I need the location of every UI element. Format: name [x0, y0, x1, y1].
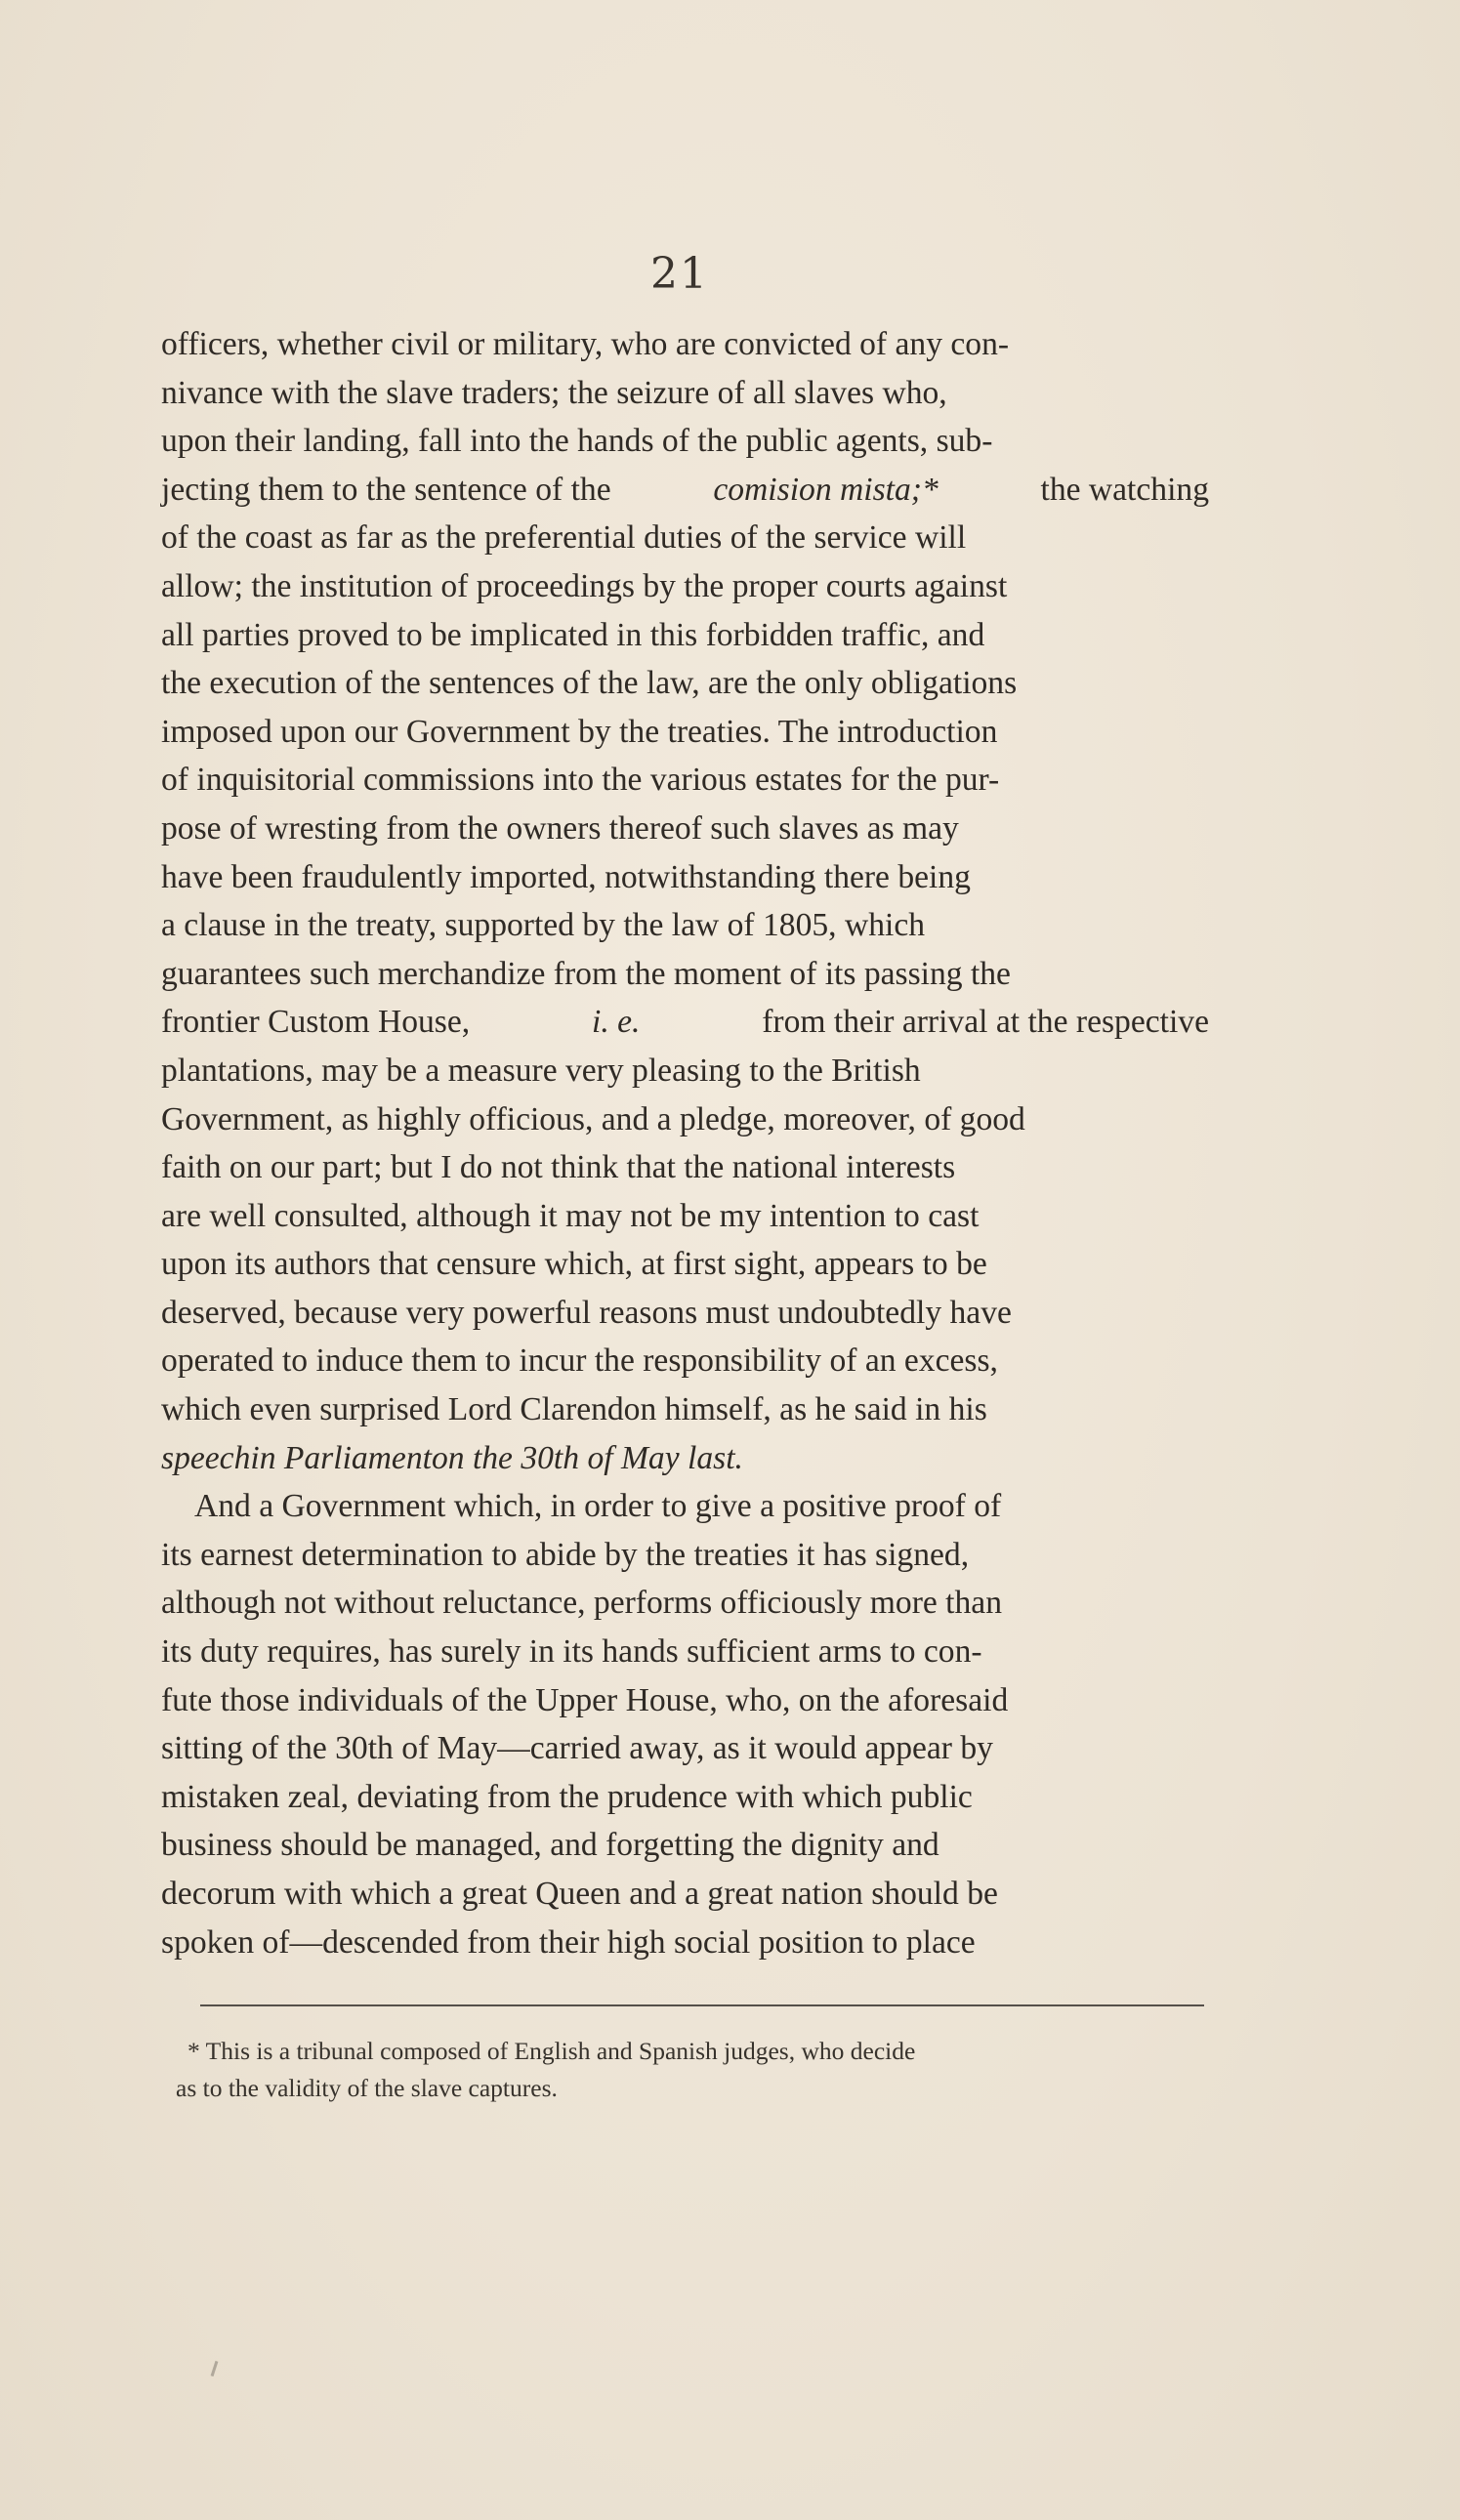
text-line: mistaken zeal, deviating from the prudence with which public [161, 1778, 973, 1815]
text-line: upon their landing, fall into the hands of the public agents, sub- [161, 423, 993, 460]
footnote-line: as to the validity of the slave captures. [176, 2074, 558, 2102]
text-line: pose of wresting from the owners thereof such slaves as may [161, 809, 959, 847]
footnote-divider [200, 2004, 1204, 2006]
text-line: faith on our part; but I do not think that the national interests [161, 1149, 956, 1186]
body-text [161, 320, 1209, 1966]
text-line: although not without reluctance, performs officiously more than [161, 1585, 1002, 1622]
text-line: business should be managed, and forgetting the dignity and [161, 1827, 939, 1864]
text-line: are well consulted, although it may not be my intention to cast [161, 1197, 980, 1234]
text-line: have been fraudulently imported, notwithstanding there being [161, 858, 971, 895]
text-line: nivance with the slave traders; the seizure of all slaves who, [161, 374, 947, 411]
text-line: which even surprised Lord Clarendon himself, as he said in his [161, 1391, 987, 1428]
text-line: frontier Custom House, i. e. from their arrival at the respective [161, 998, 1209, 1047]
italic-term: comision mista;* [713, 471, 939, 508]
text-line: a clause in the treaty, supported by the law of 1805, which [161, 907, 926, 944]
italic-term: in Parliament [250, 1439, 432, 1476]
text-line: speech in Parliament on the 30th of May last. [161, 1434, 1209, 1483]
footnote-line: * This is a tribunal composed of English and Spanish judges, who decide [188, 2037, 916, 2065]
text-line: deserved, because very powerful reasons must undoubtedly have [161, 1294, 1012, 1331]
text-line: jecting them to the sentence of the comision mista;* the watching [161, 466, 1209, 515]
text-line: the execution of the sentences of the law, are the only obligations [161, 665, 1018, 702]
footnote [176, 2033, 1209, 2107]
text-line: spoken of—descended from their high social position to place [161, 1923, 976, 1961]
page-number: 21 [650, 249, 709, 299]
text-line: operated to induce them to incur the responsibility of an excess, [161, 1343, 998, 1380]
text-line: its earnest determination to abide by the treaties it has signed, [161, 1536, 970, 1573]
paper-speck [211, 2361, 219, 2376]
text-line: of inquisitorial commissions into the various estates for the pur- [161, 762, 1000, 799]
text-line: upon its authors that censure which, at first sight, appears to be [161, 1246, 987, 1283]
text-line: its duty requires, has surely in its hands sufficient arms to con- [161, 1633, 982, 1671]
text-line: imposed upon our Government by the treaties. The introduction [161, 713, 998, 750]
text-line: fute those individuals of the Upper House, who, on the aforesaid [161, 1681, 1009, 1718]
text-line: guarantees such merchandize from the moment of its passing the [161, 955, 1011, 992]
text-line: decorum with which a great Queen and a great nation should be [161, 1876, 998, 1912]
text-line: of the coast as far as the preferential duties of the service will [161, 519, 967, 557]
italic-term: speech [161, 1439, 251, 1476]
italic-term: i. e. [591, 1004, 641, 1041]
text-line: sitting of the 30th of May—carried away, as it would appear by [161, 1730, 993, 1767]
text-line: all parties proved to be implicated in this forbidden traffic, and [161, 616, 985, 653]
text-line: And a Government which, in order to give a positive proof of [194, 1488, 1002, 1525]
text-line: officers, whether civil or military, who are convicted of any con- [161, 326, 1010, 362]
text-line: plantations, may be a measure very pleasing to the British [161, 1052, 921, 1089]
text-line: allow; the institution of proceedings by the proper courts against [161, 567, 1008, 604]
text-line: Government, as highly officious, and a pledge, moreover, of good [161, 1100, 1025, 1137]
